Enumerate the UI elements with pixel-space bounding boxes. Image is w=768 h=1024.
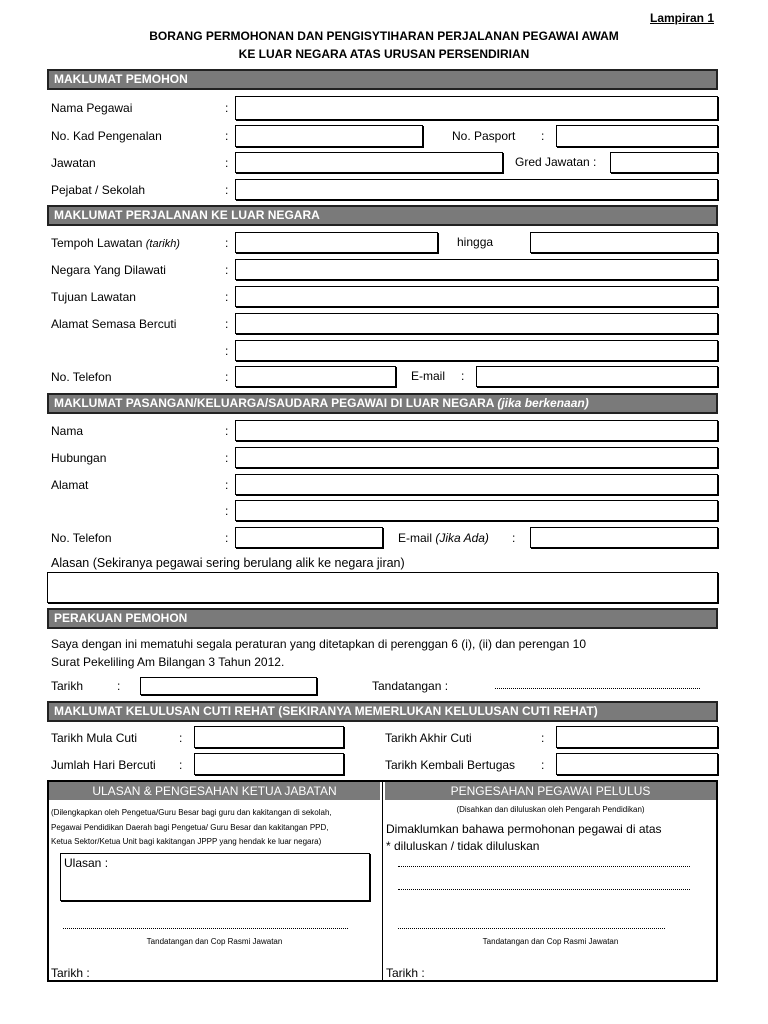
label-pejabat: Pejabat / Sekolah <box>51 183 146 197</box>
label-pasangan-telefon: No. Telefon <box>51 531 112 545</box>
perakuan-text-1: Saya dengan ini mematuhi segala peraturan yang ditetapkan di perenggan 6 (i), (ii) dan perengan 10 <box>51 637 587 651</box>
colon: : <box>225 370 229 384</box>
label-jawatan: Jawatan <box>51 156 96 170</box>
label-alasan: Alasan (Sekiranya pegawai sering berulang alik ke negara jiran) <box>51 556 405 570</box>
section-header-pasangan-note: (jika berkenaan) <box>497 396 589 410</box>
tempoh-to-field[interactable] <box>530 232 718 253</box>
pasangan-alamat-field-2[interactable] <box>235 500 718 521</box>
left-tarikh-label: Tarikh : <box>51 966 90 980</box>
label-email: E-mail <box>411 369 446 383</box>
telefon-field[interactable] <box>235 366 396 387</box>
section-header-pasangan-text: MAKLUMAT PASANGAN/KELUARGA/SAUDARA PEGAWAI DI LUAR NEGARA <box>54 396 494 410</box>
colon: : <box>512 531 516 545</box>
kembali-bertugas-field[interactable] <box>556 753 718 775</box>
label-tempoh-note: (tarikh) <box>145 238 180 250</box>
pelulus-note: (Disahkan dan diluluskan oleh Pengarah Pendidikan) <box>456 805 645 814</box>
label-pasport: No. Pasport <box>452 129 516 143</box>
colon: : <box>225 451 229 465</box>
header-pegawai-pelulus: PENGESAHAN PEGAWAI PELULUS <box>385 782 716 800</box>
section-header-perakuan: PERAKUAN PEMOHON <box>47 608 718 629</box>
section-header-pemohon: MAKLUMAT PEMOHON <box>47 69 718 90</box>
lampiran-label: Lampiran 1 <box>650 11 715 25</box>
label-hubungan: Hubungan <box>51 451 107 465</box>
section-header-cuti: MAKLUMAT KELULUSAN CUTI REHAT (SEKIRANYA MEMERLUKAN KELULUSAN CUTI REHAT) <box>47 701 718 722</box>
hubungan-field[interactable] <box>235 447 718 468</box>
colon: : <box>541 129 545 143</box>
negara-field[interactable] <box>235 259 718 280</box>
header-ketua-jabatan: ULASAN & PENGESAHAN KETUA JABATAN <box>49 782 380 800</box>
label-perakuan-tarikh: Tarikh <box>51 679 84 693</box>
colon: : <box>461 369 465 383</box>
right-dotted-line-2[interactable] <box>398 889 690 890</box>
title-line-2: KE LUAR NEGARA ATAS URUSAN PERSENDIRIAN <box>238 47 530 61</box>
perakuan-text-2: Surat Pekeliling Am Bilangan 3 Tahun 2012. <box>51 655 285 669</box>
colon: : <box>225 183 229 197</box>
colon: : <box>225 156 229 170</box>
kad-pengenalan-field[interactable] <box>235 125 423 147</box>
section-header-perjalanan: MAKLUMAT PERJALANAN KE LUAR NEGARA <box>47 205 718 226</box>
label-telefon: No. Telefon <box>51 370 112 384</box>
pasangan-telefon-field[interactable] <box>235 527 383 548</box>
colon: : <box>541 758 545 772</box>
alamat-bercuti-field-1[interactable] <box>235 313 718 334</box>
label-tujuan: Tujuan Lawatan <box>51 290 136 304</box>
jawatan-field[interactable] <box>235 152 503 173</box>
colon: : <box>225 424 229 438</box>
note-line: Ketua Sektor/Ketua Unit bagi kakitangan JPPP yang hendak ke luar negara) <box>51 837 322 846</box>
jumlah-hari-field[interactable] <box>194 753 344 775</box>
title-line-1: BORANG PERMOHONAN DAN PENGISYTIHARAN PERJALANAN PEGAWAI AWAM <box>149 29 619 43</box>
right-signature-line[interactable] <box>398 928 665 929</box>
colon: : <box>225 317 229 331</box>
label-kembali-bertugas: Tarikh Kembali Bertugas <box>385 758 516 772</box>
signature-line[interactable] <box>495 688 700 689</box>
label-gred: Gred Jawatan : <box>515 155 597 169</box>
gred-field[interactable] <box>610 152 718 173</box>
colon: : <box>225 263 229 277</box>
label-alamat: Alamat <box>51 478 89 492</box>
colon: : <box>117 679 121 693</box>
left-sign-caption: Tandatangan dan Cop Rasmi Jawatan <box>146 937 283 946</box>
email-field[interactable] <box>476 366 718 387</box>
label-mula-cuti: Tarikh Mula Cuti <box>51 731 138 745</box>
tujuan-field[interactable] <box>235 286 718 307</box>
pelulus-line-1: Dimaklumkan bahawa permohonan pegawai di atas <box>386 822 662 836</box>
colon: : <box>225 478 229 492</box>
label-nama: Nama <box>51 424 84 438</box>
label-jumlah-hari: Jumlah Hari Bercuti <box>51 758 156 772</box>
label-pasangan-email-text: E-mail <box>398 531 433 545</box>
label-pasangan-email <box>398 531 489 545</box>
colon: : <box>225 344 229 358</box>
pasangan-nama-field[interactable] <box>235 420 718 441</box>
colon: : <box>225 290 229 304</box>
label-pasangan-email-note: (Jika Ada) <box>435 531 489 545</box>
right-tarikh-label: Tarikh : <box>386 966 425 980</box>
label-tempoh <box>51 236 180 250</box>
pasangan-alamat-field-1[interactable] <box>235 474 718 495</box>
table-divider <box>382 780 383 982</box>
pasangan-email-field[interactable] <box>530 527 718 548</box>
label-tempoh-text: Tempoh Lawatan <box>51 236 143 250</box>
right-dotted-line-1[interactable] <box>398 866 690 867</box>
label-kad: No. Kad Pengenalan <box>51 129 162 143</box>
perakuan-tarikh-field[interactable] <box>140 677 317 695</box>
colon: : <box>225 129 229 143</box>
colon: : <box>179 731 183 745</box>
note-line: Pegawai Pendidikan Daerah bagi Pengetua/ Guru Besar dan kakitangan PPD, <box>51 822 329 832</box>
alasan-field[interactable] <box>47 572 718 603</box>
colon: : <box>179 758 183 772</box>
pejabat-field[interactable] <box>235 179 718 200</box>
pasport-field[interactable] <box>556 125 718 147</box>
colon: : <box>225 236 229 250</box>
label-hingga: hingga <box>457 235 494 249</box>
nama-pegawai-field[interactable] <box>235 96 718 120</box>
label-nama-pegawai: Nama Pegawai <box>51 101 133 115</box>
mula-cuti-field[interactable] <box>194 726 344 748</box>
left-signature-line[interactable] <box>63 928 348 929</box>
ketua-jabatan-note <box>51 806 332 850</box>
label-ulasan: Ulasan : <box>64 856 109 870</box>
label-tandatangan: Tandatangan : <box>372 679 449 693</box>
colon: : <box>225 101 229 115</box>
colon: : <box>225 504 229 518</box>
colon: : <box>225 531 229 545</box>
colon: : <box>541 731 545 745</box>
label-negara: Negara Yang Dilawati <box>51 263 166 277</box>
label-alamat-bercuti: Alamat Semasa Bercuti <box>51 317 177 331</box>
note-line: (Dilengkapkan oleh Pengetua/Guru Besar bagi guru dan kakitangan di sekolah, <box>51 808 332 817</box>
tempoh-from-field[interactable] <box>235 232 438 253</box>
pelulus-line-2: * diluluskan / tidak diluluskan <box>386 839 540 853</box>
section-header-pasangan <box>47 393 718 414</box>
akhir-cuti-field[interactable] <box>556 726 718 748</box>
label-akhir-cuti: Tarikh Akhir Cuti <box>385 731 472 745</box>
alamat-bercuti-field-2[interactable] <box>235 340 718 361</box>
right-sign-caption: Tandatangan dan Cop Rasmi Jawatan <box>482 937 619 946</box>
